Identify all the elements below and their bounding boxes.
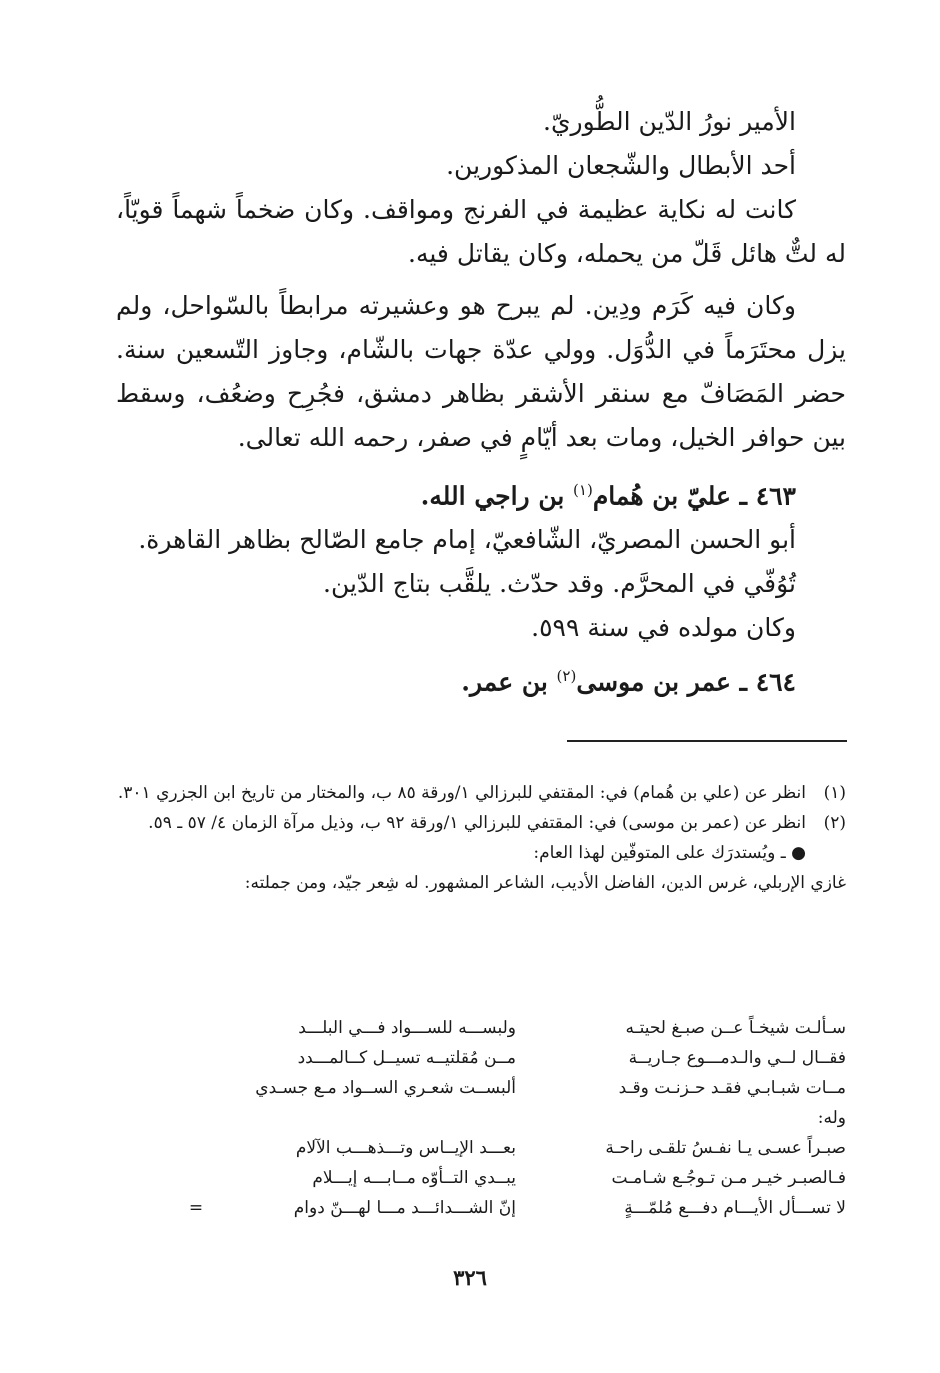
footnote (112, 778, 846, 808)
entry-heading-start: ٤٦٣ ـ عليّ بن هُمام (592, 481, 796, 511)
paragraph: وكان فيه كَرَم ودِين. لم يبرح هو وعشيرته مرابطاً بالسّواحل، ولم يزل محتَرَماً في الدُّوَل. وولي عدّة جهات بالشّام، وجاوز التّسعين سنة. حضر المَصَافّ مع سنقر الأشقر بظاهر دمشق، فجُرِح وضعُف، وسقط بين حوافر الخيل، ومات بعد أيّامٍ في صفر، رحمه الله تعالى. (116, 291, 846, 452)
poem-label (106, 1103, 846, 1133)
verse-second-hemistich: بعـــد الإيــاس وتـــذهـــب الآلام (295, 1138, 516, 1158)
verse-second-hemistich: ألبســت شعـري الســواد مـع جسـدي (255, 1078, 516, 1098)
footnote (112, 808, 846, 838)
verse-first-hemistich: لا تســـأل الأيـــام دفـــع مُلمّـــةٍ (624, 1198, 846, 1218)
verse (106, 1073, 846, 1103)
verse-first-hemistich: فقــال لــي والـدمـــوع جـاريــة (628, 1048, 846, 1068)
text-line: وكان مولده في سنة ٥٩٩. (531, 613, 796, 643)
main-text (116, 100, 846, 705)
continuation-mark: = (188, 1198, 204, 1218)
verse (106, 1043, 846, 1073)
verse (106, 1193, 846, 1223)
poem (106, 1013, 846, 1223)
entry-heading-start: ٤٦٤ ـ عمر بن موسى (576, 667, 796, 697)
addendum-text: غازي الإربلي، غرس الدين، الفاضل الأديب، الشاعر المشهور. له شِعر جيّد، ومن جملته: (244, 873, 846, 893)
entry-heading-end: بن راجي الله. (420, 481, 574, 511)
verse-first-hemistich: صبـراً عسـى يـا نفـسُ تلقـى راحـة (605, 1138, 846, 1158)
verse-second-hemistich: يبــدي التــأوّه مــابـــه إيـــلام (312, 1168, 516, 1188)
entry-464-heading (116, 654, 846, 704)
verse (106, 1013, 846, 1043)
paragraph: كانت له نكاية عظيمة في الفرنج ومواقف. وكان ضخماً شهماً قويّاً، له لتٌّ هائل قَلّ من يحمله، وكان يقاتل فيه. (116, 195, 846, 268)
footnote-number: (١) (823, 783, 846, 803)
footnote-text: انظر عن (عمر بن موسى) في: المقتفي للبرزالي ١/ورقة ٩٢ ب، وذيل مرآة الزمان ٤/ ٥٧ ـ ٥٩. (148, 813, 806, 833)
page-number: ٣٢٦ (453, 1265, 487, 1290)
entry-heading-end: بن عمر. (461, 667, 557, 697)
verse-first-hemistich: فـالصبـر خيـر مـن تـوجُـع شـامـت (611, 1168, 846, 1188)
entry-463-heading (116, 468, 846, 518)
footnote-number: (٢) (823, 813, 846, 833)
text-line: أحد الأبطال والشّجعان المذكورين. (446, 151, 796, 180)
verse (106, 1163, 846, 1193)
verse-second-hemistich: إنّ الشـــدائـــد مـــا لهـــنّ دوام (293, 1198, 516, 1218)
text-line: أبو الحسن المصريّ، الشّافعيّ، إمام جامع الصّالح بظاهر القاهرة. (138, 525, 796, 555)
verse-first-hemistich: مــات شبـابـي فقـد حـزنـت وقـد (618, 1078, 846, 1098)
footnotes (112, 778, 846, 898)
text-line: الأمير نورُ الدّين الطُّوريّ. (543, 107, 796, 136)
poem-label-text: وله: (817, 1108, 846, 1128)
verse-second-hemistich: ولبســـه للســـواد فـــي البلـــد (298, 1018, 516, 1038)
footnote-text: انظر عن (علي بن هُمام) في: المقتفي للبرزالي ١/ورقة ٨٥ ب، والمختار من تاريخ ابن الجزري ٣٠١. (117, 783, 806, 803)
verse (106, 1133, 846, 1163)
text-line: تُوُفّي في المحرَّم. وقد حدّث. يلقَّب بتاج الدّين. (323, 569, 796, 599)
footnote-marker: (٢) (556, 667, 577, 686)
footnote-marker: (١) (573, 481, 593, 499)
addendum-intro: ● ـ ويُستدرَك على المتوفّين لهذا العام: (533, 843, 806, 863)
verse-second-hemistich: مــن مُقلتيــه تسيــل كــالمـــدد (297, 1048, 516, 1068)
footnote-separator (567, 740, 847, 742)
verse-first-hemistich: سـألـت شيخـاً عــن صبـغ لحيتـه (625, 1018, 846, 1038)
